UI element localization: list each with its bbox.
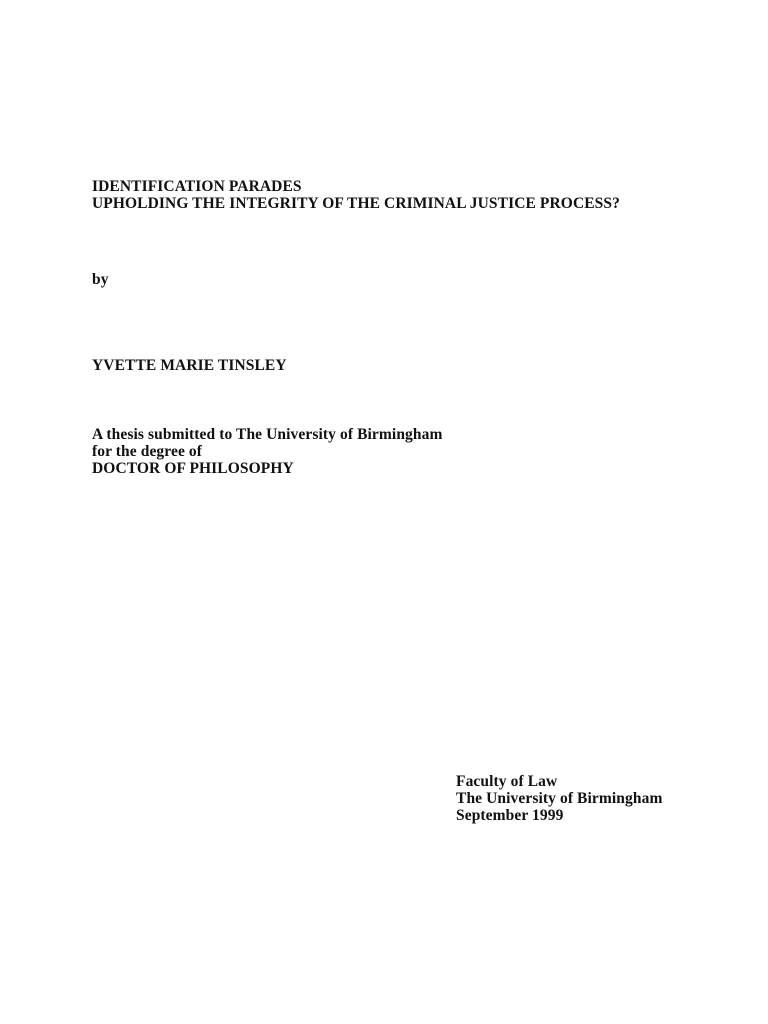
faculty-name: Faculty of Law (456, 773, 558, 790)
submission-date: September 1999 (456, 807, 564, 824)
degree-name: DOCTOR OF PHILOSOPHY (92, 460, 294, 477)
submission-line-2: for the degree of (92, 443, 203, 460)
submission-line-1: A thesis submitted to The University of Birmingham (92, 426, 443, 443)
university-name: The University of Birmingham (456, 790, 663, 807)
by-label: by (92, 271, 109, 288)
title-line-1: IDENTIFICATION PARADES (92, 178, 302, 195)
author-name: YVETTE MARIE TINSLEY (92, 357, 287, 374)
title-line-2: UPHOLDING THE INTEGRITY OF THE CRIMINAL JUSTICE PROCESS? (92, 195, 620, 212)
